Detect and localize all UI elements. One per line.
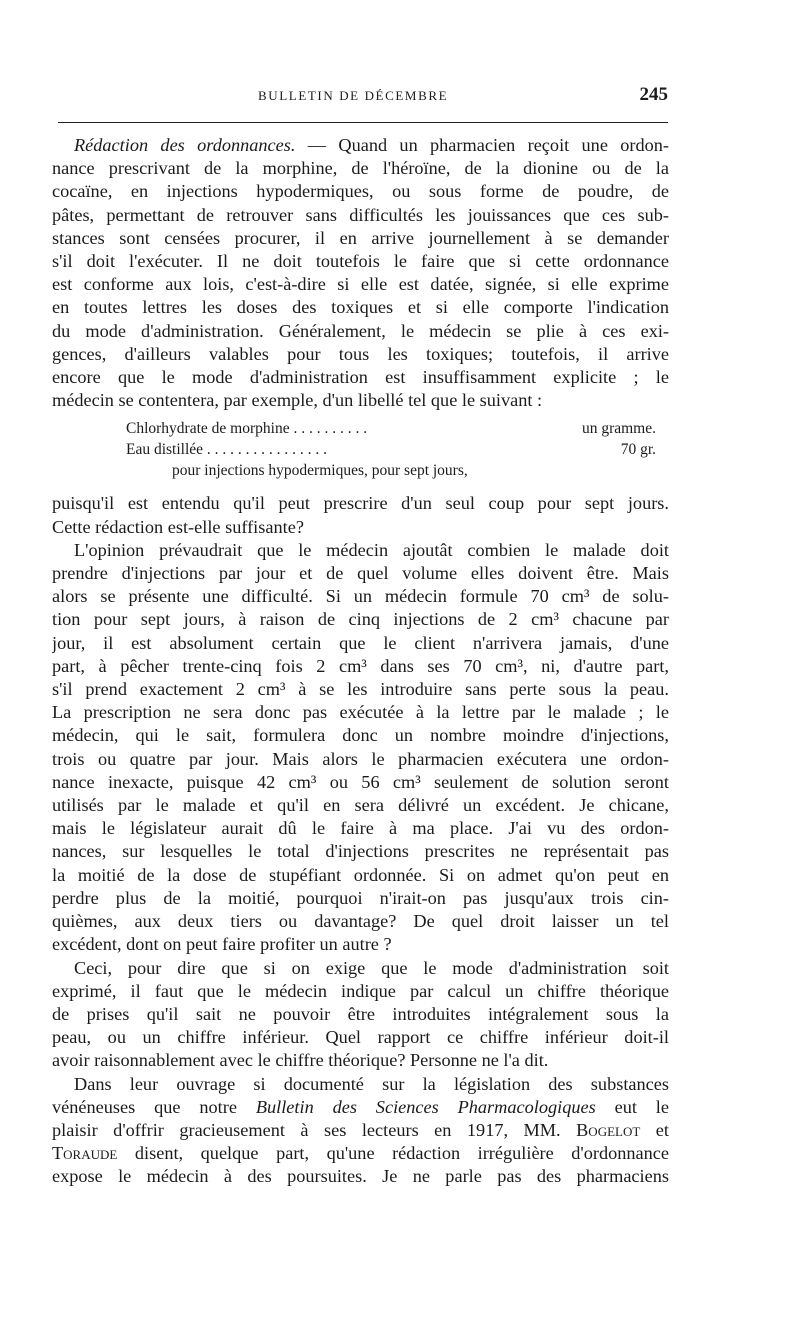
paragraph-4-line: Ceci, pour dire que si on exige que le mode d'administration soit bbox=[74, 957, 669, 978]
paragraph-3-line: jour, il est absolument certain que le client n'arrivera jamais, d'une bbox=[52, 632, 669, 653]
paragraph-3-line: part, à pêcher trente-cinq fois 2 cm³ dans ses 70 cm³, ni, d'autre part, bbox=[52, 655, 669, 676]
paragraph-3-line: médecin, qui le sait, formulera donc un nombre moindre d'injections, bbox=[52, 725, 669, 746]
paragraph-3-line: La prescription ne sera donc pas exécutée à la lettre par le malade ; le bbox=[52, 702, 669, 723]
paragraph-1-line: est conforme aux lois, c'est-à-dire si elle est datée, signée, si elle exprime bbox=[52, 274, 669, 295]
paragraph-3-line: tion pour sept jours, à raison de cinq injections de 2 cm³ chacune par bbox=[52, 609, 669, 630]
paragraph-3-line: utilisés par le malade et qu'il en sera délivré un excédent. Je chicane, bbox=[52, 795, 669, 816]
paragraph-1-line: stances sont censées procurer, il en arrive journellement à se demander bbox=[52, 227, 669, 248]
paragraph-3-line: L'opinion prévaudrait que le médecin ajoutât combien le malade doit bbox=[74, 539, 669, 560]
section-heading: Rédaction des ordonnances. bbox=[74, 135, 296, 155]
paragraph-1-line: nance prescrivant de la morphine, de l'héroïne, de la dionine ou de la bbox=[52, 158, 669, 179]
header-rule bbox=[58, 122, 668, 123]
paragraph-5-line: plaisir d'offrir gracieusement à ses lecteurs en 1917, MM. Bogelot et bbox=[52, 1119, 669, 1140]
body-text bbox=[52, 134, 669, 1189]
paragraph-3-line: alors se présente une difficulté. Si un médecin formule 70 cm³ de solu- bbox=[52, 586, 669, 607]
paragraph-5-line: Toraude disent, quelque part, qu'une rédaction irrégulière d'ordonnance bbox=[52, 1143, 669, 1164]
author-name: Bogelot bbox=[576, 1119, 641, 1140]
prescription-row: Eau distillée . . . . . . . . . . . . . . . . 70 gr. bbox=[126, 441, 656, 459]
paragraph-5-line: expose le médecin à des poursuites. Je ne parle pas des pharmaciens bbox=[52, 1166, 669, 1187]
paragraph-4-line: peau, ou un chiffre inférieur. Quel rapport ce chiffre inférieur doit-il bbox=[52, 1027, 669, 1048]
paragraph-4-line: exprimé, il faut que le médecin indique par calcul un chiffre théorique bbox=[52, 980, 669, 1001]
paragraph-3-line: perdre plus de la moitié, pourquoi n'irait-on pas jusqu'aux trois cin- bbox=[52, 887, 669, 908]
paragraph-3-line: trois ou quatre par jour. Mais alors le pharmacien exécutera une ordon- bbox=[52, 748, 669, 769]
paragraph-4-line: avoir raisonnablement avec le chiffre théorique? Personne ne l'a dit. bbox=[52, 1050, 549, 1071]
paragraph-3-line: excédent, dont on peut faire profiter un autre ? bbox=[52, 934, 392, 955]
paragraph-3-line: nance inexacte, puisque 42 cm³ ou 56 cm³ seulement de solution seront bbox=[52, 771, 669, 792]
paragraph-1-line: cocaïne, en injections hypodermiques, ou sous forme de poudre, de bbox=[52, 181, 669, 202]
page-header bbox=[258, 84, 668, 110]
running-title: BULLETIN DE DÉCEMBRE bbox=[258, 88, 449, 103]
paragraph-5-line: vénéneuses que notre Bulletin des Sciences Pharmacologiques eut le bbox=[52, 1096, 669, 1117]
paragraph-4-line: de prises qu'il sait ne pouvoir être introduites intégralement sous la bbox=[52, 1003, 669, 1024]
paragraph-1-line: médecin se contentera, par exemple, d'un libellé tel que le suivant : bbox=[52, 390, 543, 411]
prescription-note: pour injections hypodermiques, pour sept jours, bbox=[172, 462, 468, 480]
paragraph-3-line: la moitié de la dose de stupéfiant ordonnée. Si on admet qu'on peut en bbox=[52, 864, 669, 885]
paragraph-1-line-1: Rédaction des ordonnances. — Quand un pharmacien reçoit une ordon- bbox=[74, 135, 669, 155]
paragraph-2-line: puisqu'il est entendu qu'il peut prescrire d'un seul coup pour sept jours. bbox=[52, 493, 669, 514]
prescription-example bbox=[52, 417, 669, 487]
paragraph-3-line: mais le législateur aurait dû le faire à ma place. J'ai vu des ordon- bbox=[52, 818, 669, 839]
paragraph-3-line: s'il prend exactement 2 cm³ à se les introduire sans perte sous la peau. bbox=[52, 679, 669, 700]
paragraph-1-line: pâtes, permettant de retrouver sans difficultés les jouissances que ces sub- bbox=[52, 204, 669, 225]
paragraph-3-line: prendre d'injections par jour et de quel volume elles doivent être. Mais bbox=[52, 563, 669, 584]
paragraph-1-line: gences, d'ailleurs valables pour tous les toxiques; toutefois, il arrive bbox=[52, 343, 669, 364]
page-number: 245 bbox=[639, 84, 668, 105]
paragraph-5-line: Dans leur ouvrage si documenté sur la législation des substances bbox=[74, 1073, 669, 1094]
paragraph-1-line: encore que le mode d'administration est insuffisamment explicite ; le bbox=[52, 367, 669, 388]
author-name: Toraude bbox=[52, 1143, 118, 1164]
paragraph-3-line: quièmes, aux deux tiers ou davantage? De quel droit laisser un tel bbox=[52, 911, 669, 932]
paragraph-1-line: du mode d'administration. Généralement, le médecin se plie à ces exi- bbox=[52, 320, 669, 341]
paragraph-2-line: Cette rédaction est-elle suffisante? bbox=[52, 516, 304, 537]
paragraph-1-line: en toutes lettres les doses des toxiques et si elle comporte l'indication bbox=[52, 297, 669, 318]
prescription-row: Chlorhydrate de morphine . . . . . . . . . . un gramme. bbox=[126, 420, 656, 438]
journal-title: Bulletin des Sciences Pharmacologiques bbox=[255, 1096, 596, 1117]
paragraph-3-line: nances, sur lesquelles le total d'injections prescrites ne représentait pas bbox=[52, 841, 669, 862]
paragraph-1-line: s'il doit l'exécuter. Il ne doit toutefois le faire que si cette ordonnance bbox=[52, 251, 669, 272]
